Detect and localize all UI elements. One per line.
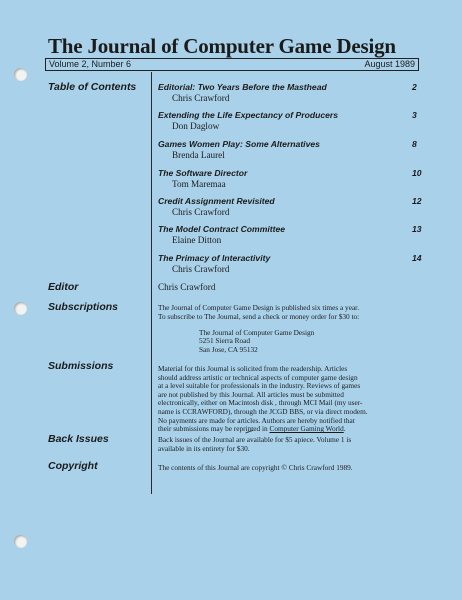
toc-entry-title: Games Women Play: Some Alternatives: [158, 139, 320, 149]
binder-hole-top: [14, 68, 27, 81]
toc-entry[interactable]: [158, 196, 422, 218]
toc-entry-page: 12: [412, 196, 422, 206]
submissions-line: at a level suitable for professionals in the industry. Reviews of games: [158, 381, 361, 391]
toc-entry-author: Brenda Laurel: [172, 150, 225, 160]
editor-name: Chris Crawford: [158, 282, 216, 292]
toc-entry-page: 10: [412, 168, 422, 178]
address-line: San Jose, CA 95132: [199, 344, 258, 354]
toc-entry-page: 8: [412, 139, 417, 149]
toc-entry-page: 14: [412, 253, 422, 263]
submissions-line: name is CCRAWFORD), through the JCGD BBS, or via direct modem.: [158, 406, 368, 416]
toc-entry-title: The Software Director: [158, 168, 248, 178]
issue-volume: Volume 2, Number 6: [49, 59, 132, 69]
issue-date: August 1989: [364, 59, 415, 69]
toc-entry-page: 2: [412, 82, 417, 92]
subscription-address: [199, 329, 314, 354]
subscriptions-line: To subscribe to The Journal, send a check or money order for $30 to:: [158, 311, 360, 321]
toc-entry[interactable]: [158, 139, 418, 161]
toc-entry[interactable]: [158, 110, 418, 132]
address-line: 5251 Sierra Road: [199, 336, 251, 346]
back-issues-line: available in its entirety for $30.: [158, 443, 250, 453]
submissions-line-last: [158, 425, 420, 434]
toc-entry-title: Editorial: Two Years Before the Masthead: [158, 82, 327, 92]
submissions-line: electronically, either on Macintosh disk , through MCI Mail (my user-: [158, 398, 363, 408]
toc-entry[interactable]: [158, 253, 422, 275]
submissions-line: are not published by this Journal. All articles must be submitted: [158, 389, 344, 399]
label-table-of-contents: Table of Contents: [48, 81, 137, 93]
toc-entry-title: The Primacy of Interactivity: [158, 253, 271, 263]
toc-entry-title: Extending the Life Expectancy of Producers: [158, 110, 339, 120]
submissions-line: No payments are made for articles. Authors are hereby notified that: [158, 415, 355, 425]
toc-entry-author: Chris Crawford: [172, 264, 230, 274]
label-editor: Editor: [48, 281, 79, 293]
back-issues-text: [158, 436, 420, 453]
label-submissions: Submissions: [48, 360, 114, 372]
label-subscriptions: Subscriptions: [48, 301, 119, 313]
toc-entry-author: Chris Crawford: [172, 207, 230, 217]
subscriptions-line: The Journal of Computer Game Design is published six times a year.: [158, 303, 360, 312]
toc-entry-page: 3: [412, 110, 417, 120]
label-back-issues: Back Issues: [48, 433, 109, 445]
copyright-text: The contents of this Journal are copyright © Chris Crawford 1989.: [158, 463, 353, 472]
issue-bar: [45, 58, 419, 71]
back-issues-line: Back issues of the Journal are available for $5 apiece. Volume 1 is: [158, 435, 352, 444]
submissions-last-prefix: their submissions may be reprinted in: [158, 424, 270, 434]
toc-entry-author: Don Daglow: [172, 121, 220, 131]
journal-title: The Journal of Computer Game Design: [48, 34, 396, 58]
toc-entry[interactable]: [158, 168, 422, 190]
toc-entry-author: Elaine Ditton: [172, 235, 222, 245]
toc-entry-title: Credit Assignment Revisited: [158, 196, 275, 206]
submissions-line: Material for this Journal is solicited from the readership. Articles: [158, 364, 348, 373]
toc-entry-author: Chris Crawford: [172, 93, 230, 103]
toc-entry[interactable]: [158, 82, 418, 104]
magazine-title-link: Computer Gaming World: [269, 424, 344, 434]
label-copyright: Copyright: [48, 460, 98, 472]
submissions-text: [158, 365, 420, 434]
column-divider: [151, 72, 152, 494]
binder-hole-middle: [14, 302, 27, 315]
submissions-line: should address artistic or technical aspects of computer game design: [158, 372, 358, 382]
toc-entry-title: The Model Contract Committee: [158, 224, 286, 234]
subscriptions-text: [158, 304, 420, 321]
address-line: The Journal of Computer Game Design: [199, 328, 315, 337]
toc-entry-author: Tom Maremaa: [172, 179, 226, 189]
binder-hole-bottom: [14, 535, 27, 548]
toc-entry-page: 13: [412, 224, 422, 234]
toc-entry[interactable]: [158, 224, 422, 246]
submissions-last-suffix: .: [343, 424, 346, 434]
